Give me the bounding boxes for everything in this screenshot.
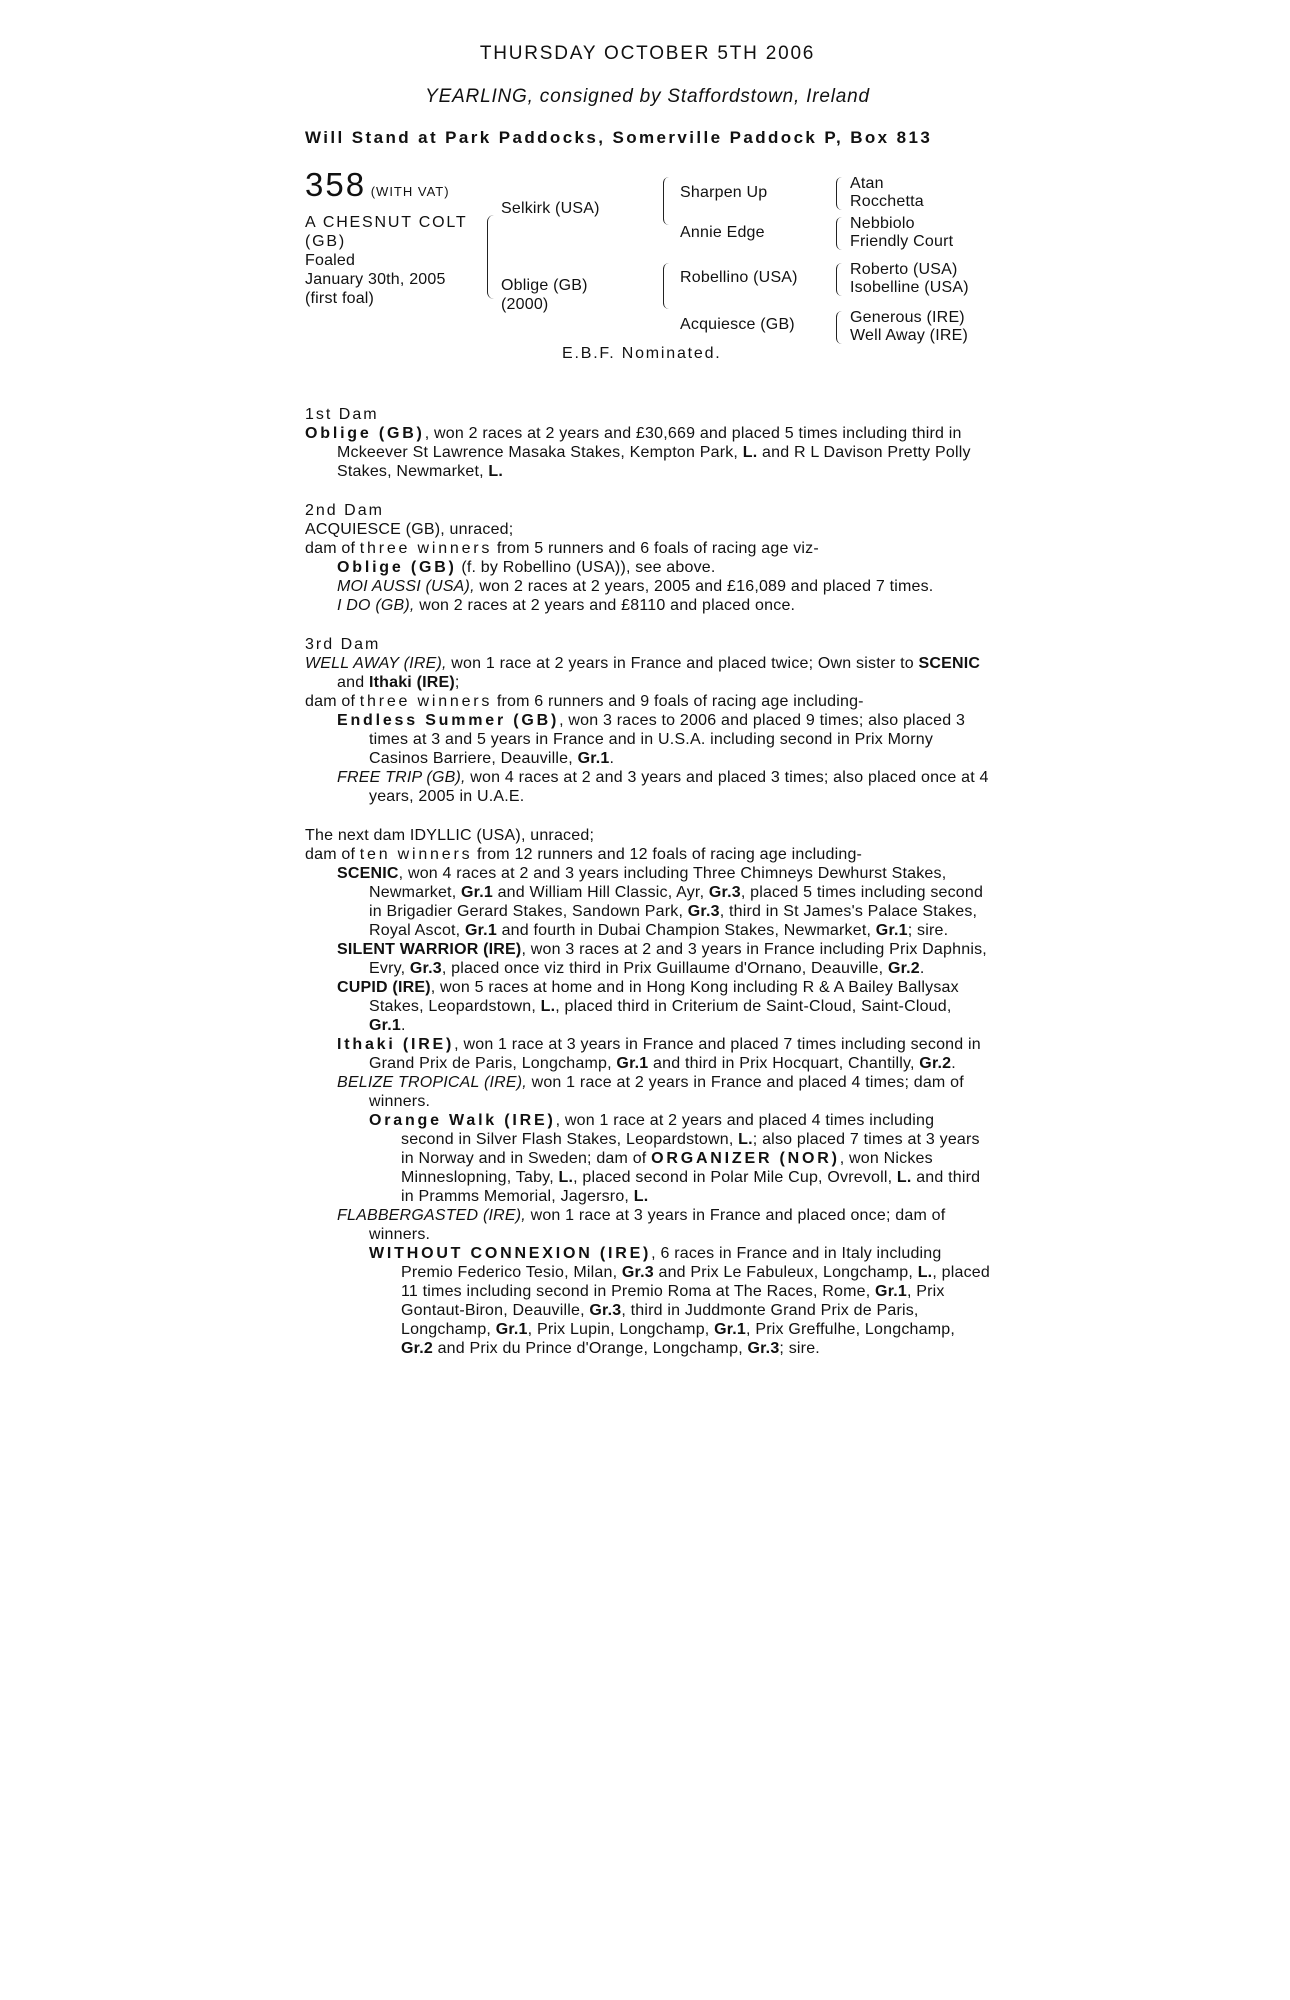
ggp-2: Rocchetta <box>850 193 924 210</box>
third-dam-entry: WELL AWAY (IRE), won 1 race at 2 years in France and placed twice; Own sister to SCENIC and Ithaki (IRE); <box>305 655 981 691</box>
brace-ggp-1 <box>836 177 842 210</box>
sire-sire: Sharpen Up <box>680 184 768 201</box>
ggp-4: Friendly Court <box>850 233 954 250</box>
third-dam-section <box>305 635 990 806</box>
produce-scenic: SCENIC, won 4 races at 2 and 3 years including Three Chimneys Dewhurst Stakes, Newmarket, Gr.1 and William Hill Classic, Ayr, Gr.3, placed 5 times including second in Brigadier Gerard Stakes, Sandown Park, Gr.3, third in St James's Palace Stakes, Royal Ascot, Gr.1 and fourth in Dubai Champion Stakes, Newmarket, Gr.1; sire. <box>337 865 984 939</box>
brace-sire-parents <box>663 177 669 225</box>
third-dam-produce-summary: dam of three winners from 6 runners and 9 foals of racing age including- <box>305 693 864 710</box>
colt-origin: (GB) <box>305 233 346 250</box>
stand-location: Will Stand at Park Paddocks, Somerville Paddock P, Box 813 <box>305 128 933 147</box>
ggp-7: Generous (IRE) <box>850 309 965 326</box>
brace-sire-dam <box>487 215 494 299</box>
next-dam-section <box>305 826 990 1358</box>
foaled-label: Foaled <box>305 252 356 269</box>
sale-date: THURSDAY OCTOBER 5TH 2006 <box>479 43 816 64</box>
consignor-line: YEARLING, consigned by Staffordstown, Ireland <box>425 86 870 107</box>
third-dam-heading: 3rd Dam <box>305 636 381 653</box>
pedigree-table <box>305 166 990 385</box>
dam-name: Oblige (GB) <box>501 277 588 294</box>
vat-note: (WITH VAT) <box>370 184 450 199</box>
produce-belize-tropical: BELIZE TROPICAL (IRE), won 1 race at 2 years in France and placed 4 times; dam of winners. <box>337 1074 964 1110</box>
brace-ggp-2 <box>836 217 842 250</box>
next-dam-produce-summary: dam of ten winners from 12 runners and 12 foals of racing age including- <box>305 846 863 863</box>
brace-dam-parents <box>663 263 669 309</box>
second-dam-produce-1: Oblige (GB) (f. by Robellino (USA)), see above. <box>337 559 716 576</box>
foaled-date: January 30th, 2005 <box>305 271 446 288</box>
brace-ggp-3 <box>836 263 842 296</box>
first-dam-section <box>305 405 990 481</box>
produce-orange-walk: Orange Walk (IRE), won 1 race at 2 years and placed 4 times including second in Silver Flash Stakes, Leopardstown, L.; also placed 7 times at 3 years in Norway and in Sweden; dam of ORGANIZER (NOR), won Nickes Minneslopning, Taby, L., placed second in Polar Mile Cup, Ovrevoll, L. and third in Pramms Memorial, Jagersro, L. <box>369 1112 981 1205</box>
ggp-8: Well Away (IRE) <box>850 327 968 344</box>
next-dam-name: The next dam IDYLLIC (USA), unraced; <box>305 827 595 844</box>
ggp-5: Roberto (USA) <box>850 261 958 278</box>
ggp-1: Atan <box>850 175 884 192</box>
produce-cupid: CUPID (IRE), won 5 races at home and in Hong Kong including R & A Bailey Ballysax Stakes, Leopardstown, L., placed third in Criterium de Saint-Cloud, Saint-Cloud, Gr.1. <box>337 979 959 1034</box>
ggp-6: Isobelline (USA) <box>850 279 969 296</box>
sire-dam: Annie Edge <box>680 224 765 241</box>
sire-name: Selkirk (USA) <box>501 200 600 217</box>
produce-ithaki: Ithaki (IRE), won 1 race at 3 years in France and placed 7 times including second in Grand Prix de Paris, Longchamp, Gr.1 and third in Prix Hocquart, Chantilly, Gr.2. <box>337 1036 981 1072</box>
second-dam-name: ACQUIESCE (GB), unraced; <box>305 521 514 538</box>
lot-number: 358 <box>305 166 367 203</box>
first-dam-heading: 1st Dam <box>305 406 379 423</box>
dam-dam: Acquiesce (GB) <box>680 316 795 333</box>
produce-flabbergasted: FLABBERGASTED (IRE), won 1 race at 3 years in France and placed once; dam of winners. <box>337 1207 946 1243</box>
ggp-3: Nebbiolo <box>850 215 915 232</box>
second-dam-produce-2: MOI AUSSI (USA), won 2 races at 2 years, 2005 and £16,089 and placed 7 times. <box>337 578 934 595</box>
lot-number-line <box>305 166 450 203</box>
colt-description: A CHESNUT COLT <box>305 214 468 231</box>
foal-note: (first foal) <box>305 290 375 307</box>
produce-without-connexion: WITHOUT CONNEXION (IRE), 6 races in France and in Italy including Premio Federico Tesio, Milan, Gr.3 and Prix Le Fabuleux, Longchamp, L., placed 11 times including second in Premio Roma at The Races, Rome, Gr.1, Prix Gontaut-Biron, Deauville, Gr.3, third in Juddmonte Grand Prix de Paris, Longchamp, Gr.1, Prix Lupin, Longchamp, Gr.1, Prix Greffulhe, Longchamp, Gr.2 and Prix du Prince d'Orange, Longchamp, Gr.3; sire. <box>369 1245 990 1357</box>
second-dam-produce-summary: dam of three winners from 5 runners and 6 foals of racing age viz- <box>305 540 819 557</box>
second-dam-section <box>305 501 990 615</box>
first-dam-entry: Oblige (GB), won 2 races at 2 years and £30,669 and placed 5 times including third in Mckeever St Lawrence Masaka Stakes, Kempton Park, L. and R L Davison Pretty Polly Stakes, Newmarket, L. <box>305 425 971 480</box>
catalogue-page <box>305 44 990 1358</box>
third-dam-produce-1: Endless Summer (GB), won 3 races to 2006 and placed 9 times; also placed 3 times at 3 and 5 years in France and in U.S.A. including second in Prix Morny Casinos Barriere, Deauville, Gr.1. <box>337 712 966 767</box>
second-dam-heading: 2nd Dam <box>305 502 384 519</box>
second-dam-produce-3: I DO (GB), won 2 races at 2 years and £8110 and placed once. <box>337 597 796 614</box>
ebf-note: E.B.F. Nominated. <box>562 345 722 362</box>
dam-year: (2000) <box>501 296 549 313</box>
dam-sire: Robellino (USA) <box>680 269 798 286</box>
brace-ggp-4 <box>836 311 842 344</box>
produce-silent-warrior: SILENT WARRIOR (IRE), won 3 races at 2 and 3 years in France including Prix Daphnis, Evry, Gr.3, placed once viz third in Prix Guillaume d'Ornano, Deauville, Gr.2. <box>337 941 987 977</box>
third-dam-produce-2: FREE TRIP (GB), won 4 races at 2 and 3 years and placed 3 times; also placed once at 4 years, 2005 in U.A.E. <box>337 769 989 805</box>
